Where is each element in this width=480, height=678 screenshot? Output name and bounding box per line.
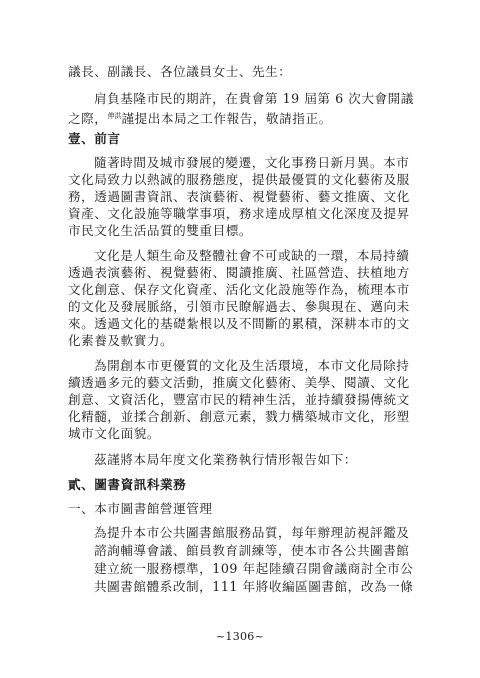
greeting: 議長、副議長、各位議員女士、先生： — [68, 64, 292, 79]
section-1-para-1-line: 文化局致力以熱誠的服務態度，提供最優質的文化藝術及服 — [68, 172, 410, 187]
honorific-mark: 伸洪 — [107, 112, 122, 120]
intro-line-2-pre: 之際， — [68, 111, 108, 127]
section-1-para-2-line: 化素養及軟實力。 — [68, 333, 174, 348]
section-2-para-1-line: 為提升本市公共圖書館服務品質，每年辦理訪視評鑑及 — [94, 525, 410, 540]
section-1-para-1-line: 資產、文化設施等職掌事項，務求達成厚植文化深度及提昇 — [68, 206, 410, 221]
intro-line-1: 肩負基隆市民的期許，在貴會第 19 屆第 6 次大會開議 — [94, 91, 414, 106]
section-1-para-3-line: 化精髓，並揉合創新、創意元素，戮力構築城市文化，形塑 — [68, 409, 410, 424]
section-1-para-3-line: 續透過多元的藝文活動，推廣文化藝術、美學、閱讀、文化 — [68, 375, 410, 390]
section-2-heading: 貳、圖書資訊科業務 — [68, 477, 187, 492]
intro-line-2 — [68, 108, 332, 127]
section-2-para-1-line: 建立統一服務標準，109 年起陸續召開會議商討全市公 — [94, 561, 414, 576]
section-2-para-1-line: 諮詢輔導會議、館員教育訓練等，使本市各公共圖書館 — [94, 543, 410, 558]
section-1-para-1-line: 市民文化生活品質的雙重目標。 — [68, 223, 253, 238]
section-2-subheading-1: 一、本市圖書館營運管理 — [68, 501, 213, 516]
section-1-para-2-line: 來。透過文化的基礎紮根以及不間斷的累積，深耕本市的文 — [68, 316, 410, 331]
section-1-para-1-line: 隨著時間及城市發展的變遷，文化事務日新月異。本市 — [94, 155, 410, 170]
section-1-para-2-line: 的文化及發展脈絡，引領市民瞭解過去、參與現在、邁向未 — [68, 299, 410, 314]
section-1-para-3-line: 為開創本市更優質的文化及生活環境，本市文化局除持 — [94, 358, 410, 373]
section-1-para-1-line: 務，透過圖書資訊、表演藝術、視覺藝術、藝文推廣、文化 — [68, 189, 410, 204]
section-1-para-3-line: 城市文化面貌。 — [68, 426, 161, 441]
section-1-para-2-line: 透過表演藝術、視覺藝術、閱讀推廣、社區營造、扶植地方 — [68, 265, 410, 280]
intro-line-2-post: 謹提出本局之工作報告，敬請指正。 — [121, 111, 332, 127]
section-1-heading: 壹、前言 — [68, 131, 121, 146]
section-1-para-2-line: 文化是人類生命及整體社會不可或缺的一環，本局持續 — [94, 248, 410, 263]
section-1-para-4: 茲謹將本局年度文化業務執行情形報告如下： — [94, 452, 357, 467]
section-2-para-1-line: 共圖書館體系改制，111 年將收編區圖書館，改為一條 — [94, 579, 414, 594]
section-1-para-3-line: 創意、文資活化，豐富市民的精神生活，並持續發揚傳統文 — [68, 392, 410, 407]
section-1-para-2-line: 文化創意、保存文化資產、活化文化設施等作為，梳理本市 — [68, 282, 410, 297]
page-number: ~1306~ — [215, 630, 265, 643]
